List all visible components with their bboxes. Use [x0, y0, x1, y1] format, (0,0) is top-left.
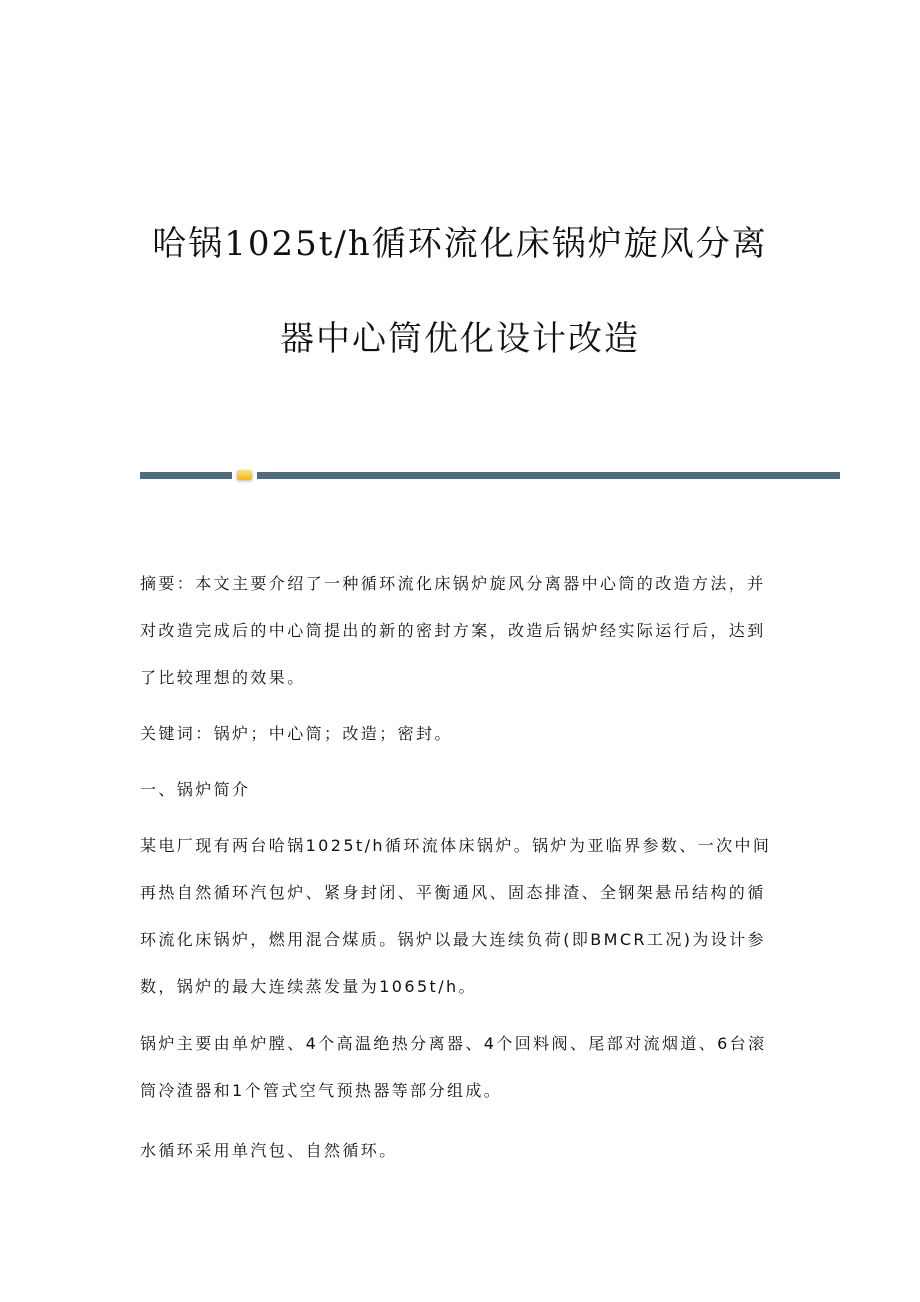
keywords: 关键词：锅炉；中心筒；改造；密封。 [140, 724, 453, 743]
paragraph-line: 某电厂现有两台哈锅1025t/h循环流体床锅炉。锅炉为亚临界参数、一次中间 [140, 836, 772, 855]
document-title-line-1: 哈锅1025t/h循环流化床锅炉旋风分离 [152, 224, 768, 264]
paragraph-line: 再热自然循环汽包炉、紧身封闭、平衡通风、固态排渣、全钢架悬吊结构的循 [140, 883, 766, 902]
gold-gem-icon [237, 470, 252, 480]
abstract-line: 了比较理想的效果。 [140, 668, 306, 687]
abstract-line: 摘要：本文主要介绍了一种循环流化床锅炉旋风分离器中心筒的改造方法，并 [140, 574, 766, 593]
section-heading: 一、锅炉简介 [140, 780, 251, 799]
paragraph-line: 数，锅炉的最大连续蒸发量为1065t/h。 [140, 977, 477, 996]
document-title-line-2: 器中心筒优化设计改造 [280, 319, 640, 359]
paragraph-line: 筒冷渣器和1个管式空气预热器等部分组成。 [140, 1081, 503, 1100]
paragraph-line: 锅炉主要由单炉膛、4个高温绝热分离器、4个回料阀、尾部对流烟道、6台滚 [140, 1034, 767, 1053]
paragraph-line: 环流化床锅炉，燃用混合煤质。锅炉以最大连续负荷(即BMCR工况)为设计参 [140, 930, 766, 949]
divider-right [257, 472, 840, 479]
abstract-line: 对改造完成后的中心筒提出的新的密封方案，改造后锅炉经实际运行后，达到 [140, 621, 766, 640]
divider-left [140, 472, 232, 479]
paragraph-line: 水循环采用单汽包、自然循环。 [140, 1141, 398, 1160]
